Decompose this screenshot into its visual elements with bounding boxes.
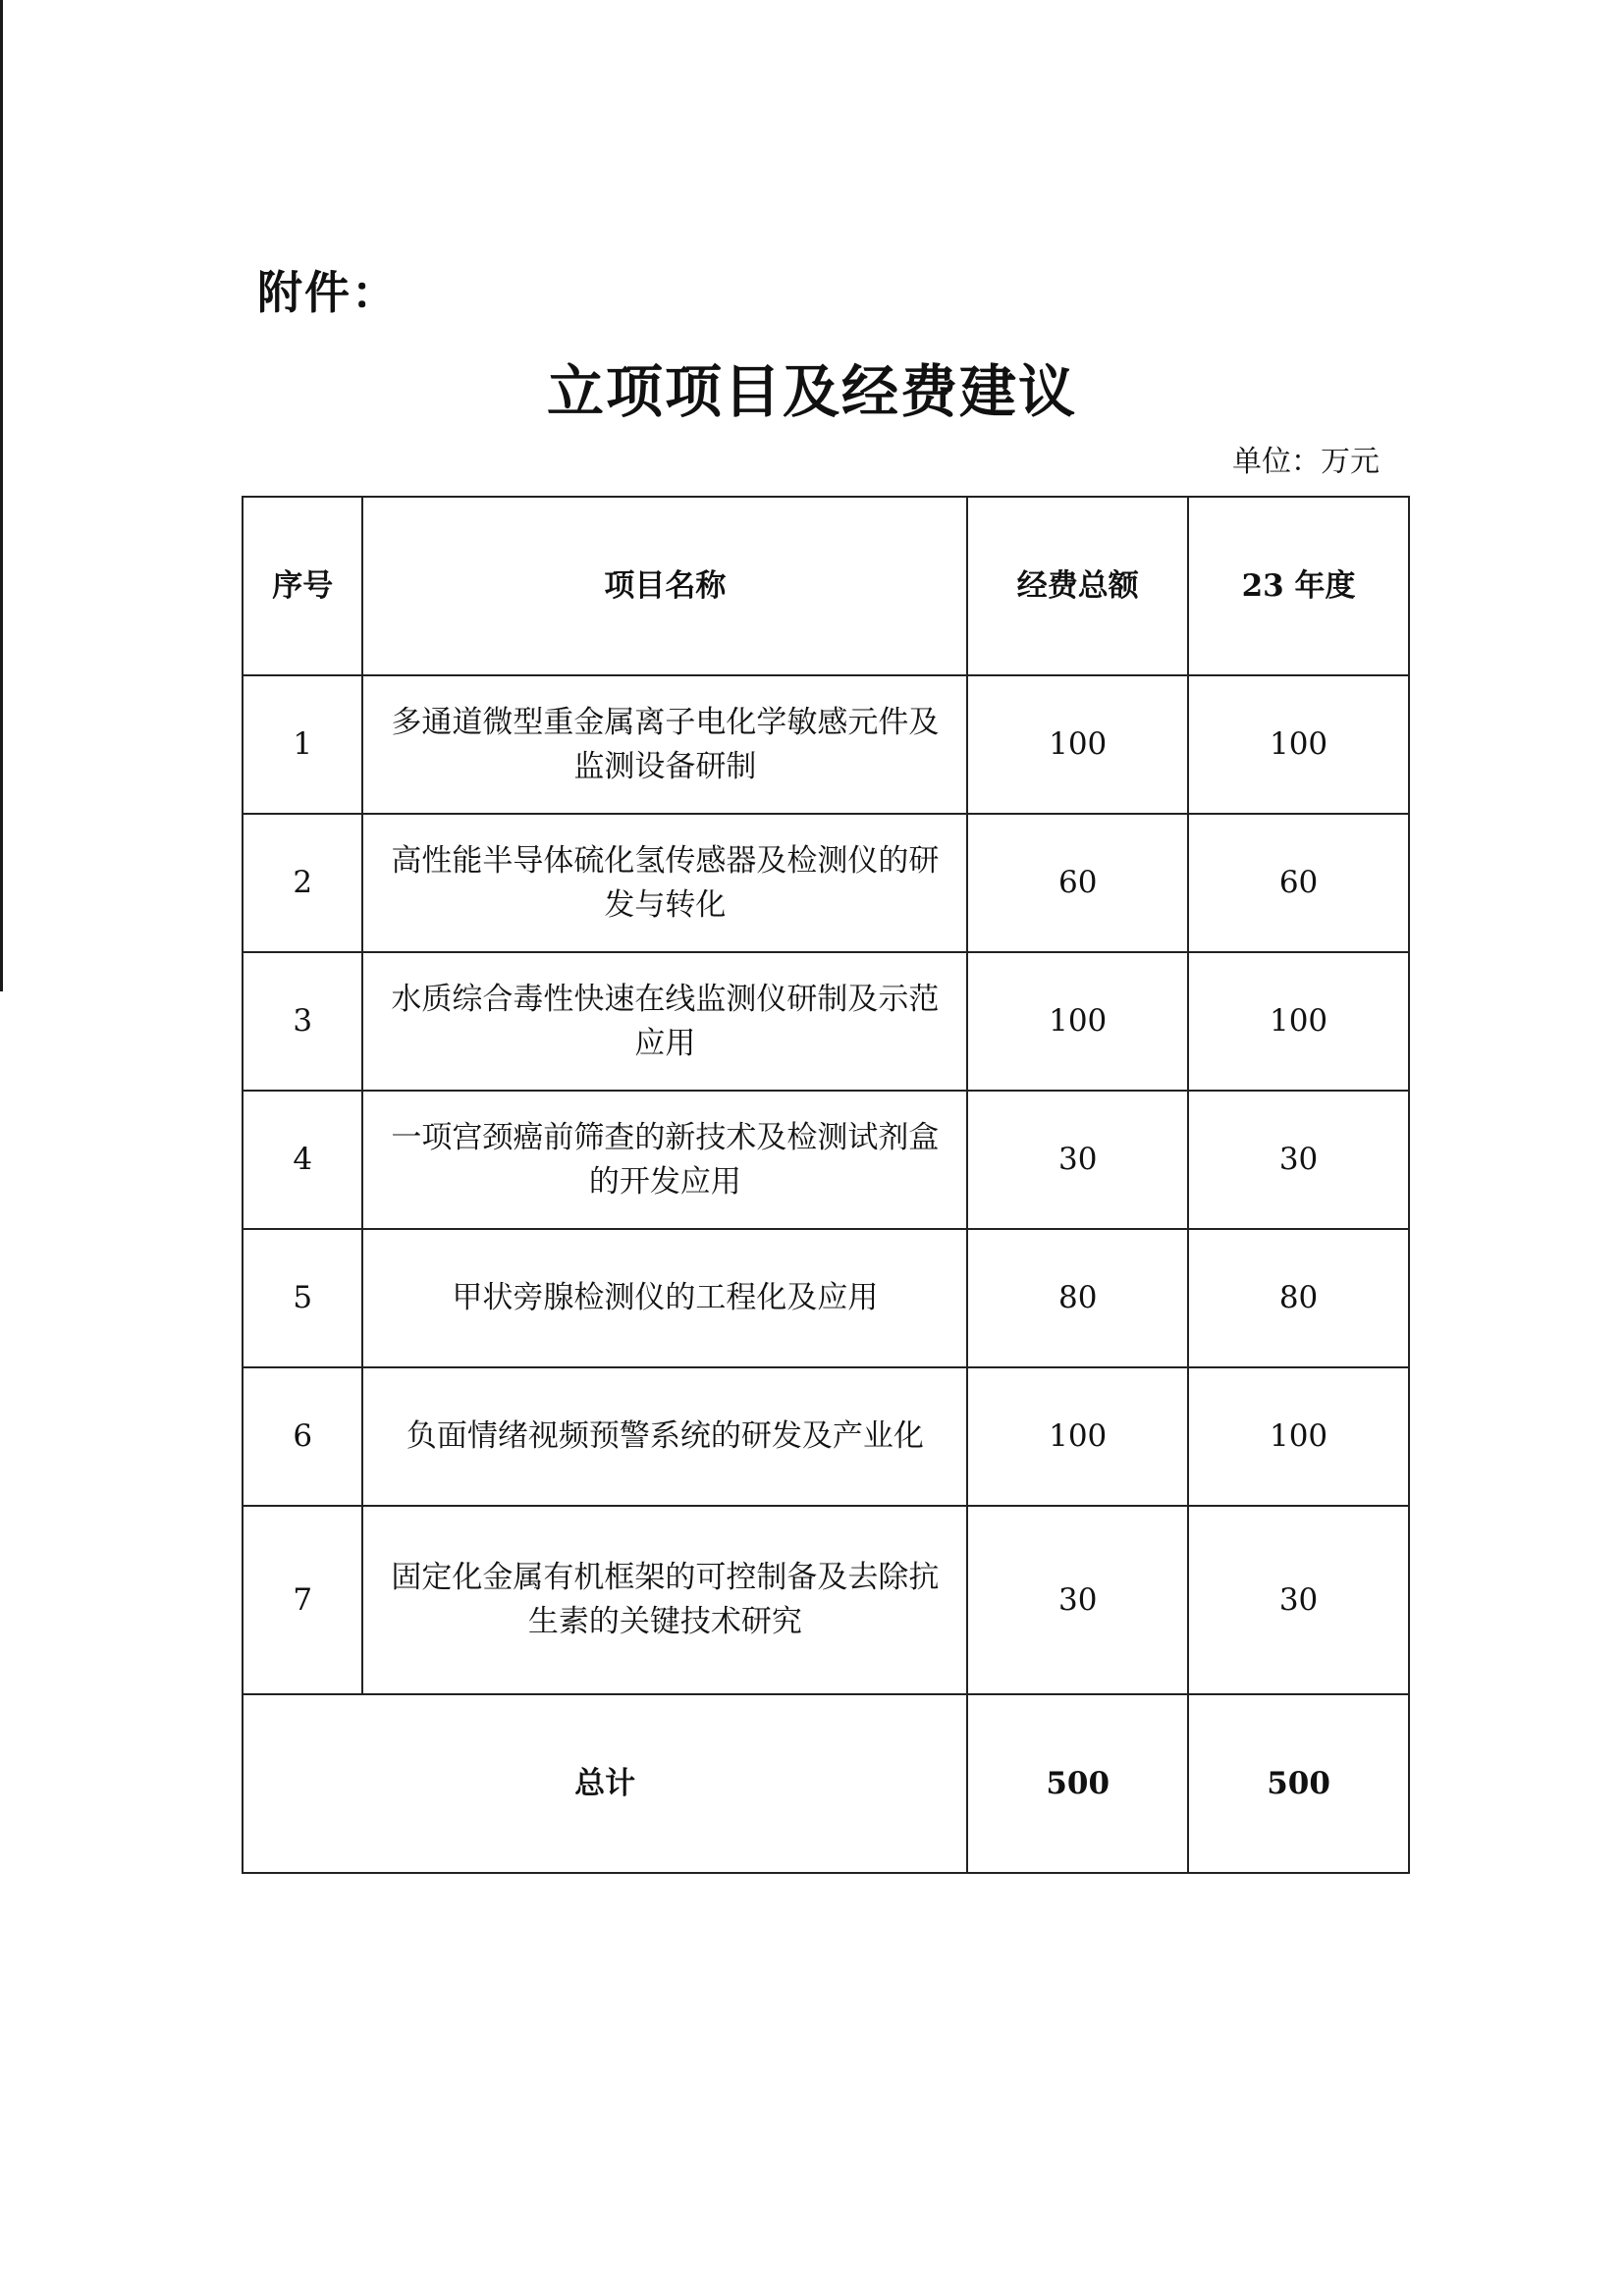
row-no: 4: [243, 1091, 362, 1229]
row-name: 高性能半导体硫化氢传感器及检测仪的研发与转化: [362, 814, 967, 952]
row-no: 5: [243, 1229, 362, 1367]
row-name: 水质综合毒性快速在线监测仪研制及示范应用: [362, 952, 967, 1091]
document-title: 立项项目及经费建议: [546, 358, 1077, 425]
table-row: [243, 952, 1409, 1091]
row-name: 固定化金属有机框架的可控制备及去除抗生素的关键技术研究: [362, 1506, 967, 1694]
header-total: 经费总额: [967, 497, 1188, 675]
row-name: 一项宫颈癌前筛查的新技术及检测试剂盒的开发应用: [362, 1091, 967, 1229]
total-label: 总计: [243, 1694, 967, 1873]
row-year: 80: [1188, 1229, 1409, 1367]
row-total: 80: [967, 1229, 1188, 1367]
row-year: 30: [1188, 1091, 1409, 1229]
row-year: 100: [1188, 1367, 1409, 1506]
total-year: 500: [1188, 1694, 1409, 1873]
row-name: 多通道微型重金属离子电化学敏感元件及监测设备研制: [362, 675, 967, 814]
budget-table: [242, 496, 1410, 1874]
row-name: 负面情绪视频预警系统的研发及产业化: [362, 1367, 967, 1506]
table-row: [243, 1506, 1409, 1694]
table-row: [243, 1229, 1409, 1367]
header-no: 序号: [243, 497, 362, 675]
row-total: 100: [967, 952, 1188, 1091]
row-total: 30: [967, 1091, 1188, 1229]
row-year: 100: [1188, 952, 1409, 1091]
row-total: 100: [967, 1367, 1188, 1506]
row-total: 100: [967, 675, 1188, 814]
total-row: [243, 1694, 1409, 1873]
row-year: 30: [1188, 1506, 1409, 1694]
row-name: 甲状旁腺检测仪的工程化及应用: [362, 1229, 967, 1367]
table-header-row: [243, 497, 1409, 675]
row-no: 7: [243, 1506, 362, 1694]
row-year: 100: [1188, 675, 1409, 814]
table-row: [243, 675, 1409, 814]
scan-edge-line: [0, 0, 3, 991]
row-no: 1: [243, 675, 362, 814]
table-row: [243, 1367, 1409, 1506]
row-total: 60: [967, 814, 1188, 952]
row-no: 2: [243, 814, 362, 952]
row-total: 30: [967, 1506, 1188, 1694]
unit-label: 单位：万元: [1232, 445, 1380, 479]
table-row: [243, 1091, 1409, 1229]
header-year: 23 年度: [1188, 497, 1409, 675]
header-name: 项目名称: [362, 497, 967, 675]
row-no: 3: [243, 952, 362, 1091]
row-no: 6: [243, 1367, 362, 1506]
attachment-label: 附件：: [257, 266, 399, 319]
row-year: 60: [1188, 814, 1409, 952]
table-row: [243, 814, 1409, 952]
total-amount: 500: [967, 1694, 1188, 1873]
